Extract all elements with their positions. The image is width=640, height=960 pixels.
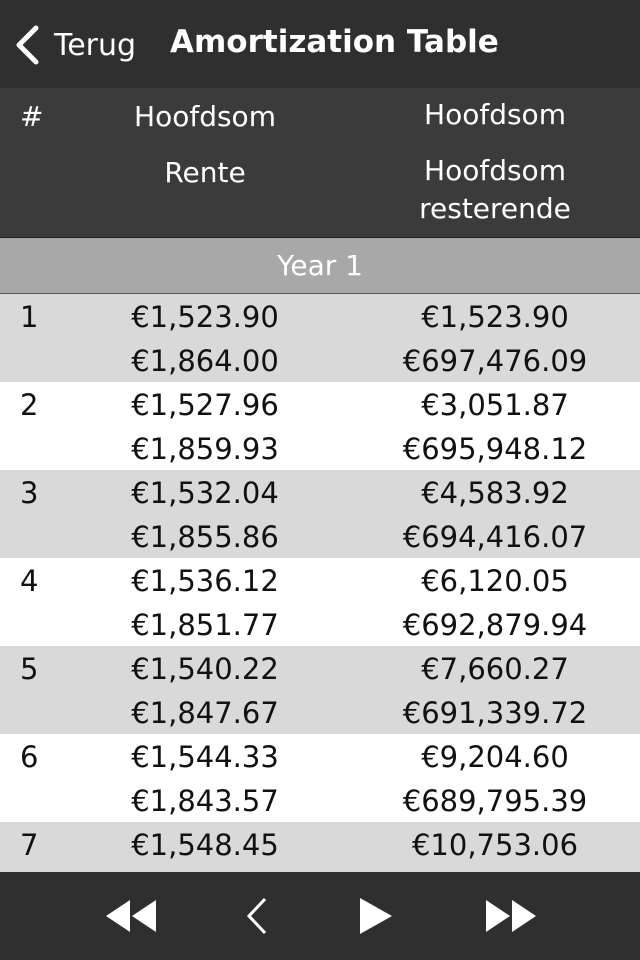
row-principal: €1,544.33 bbox=[131, 740, 279, 774]
row-number: 1 bbox=[20, 300, 39, 334]
row-principal: €1,527.96 bbox=[131, 388, 279, 422]
first-page-icon bbox=[104, 899, 158, 933]
row-cumulative-principal: €1,523.90 bbox=[421, 300, 569, 334]
row-cumulative-principal: €9,204.60 bbox=[421, 740, 569, 774]
header-remaining-principal: Hoofdsom resterende bbox=[419, 154, 571, 225]
next-button[interactable] bbox=[356, 894, 396, 938]
last-page-button[interactable] bbox=[484, 894, 538, 938]
last-page-icon bbox=[484, 899, 538, 933]
previous-icon bbox=[245, 896, 269, 936]
row-remaining-principal: €697,476.09 bbox=[402, 344, 588, 378]
row-interest: €1,864.00 bbox=[131, 344, 279, 378]
row-cumulative-principal: €4,583.92 bbox=[421, 476, 569, 510]
row-principal: €1,536.12 bbox=[131, 564, 279, 598]
row-interest: €1,851.77 bbox=[131, 608, 279, 642]
row-principal: €1,540.22 bbox=[131, 652, 279, 686]
header-number: # bbox=[20, 100, 44, 133]
table-row[interactable] bbox=[0, 558, 640, 646]
row-remaining-principal: €692,879.94 bbox=[402, 608, 588, 642]
pager-toolbar bbox=[0, 872, 640, 960]
table-row[interactable] bbox=[0, 822, 640, 872]
row-number: 4 bbox=[20, 564, 39, 598]
chevron-left-icon bbox=[14, 25, 40, 65]
back-button[interactable] bbox=[14, 22, 136, 68]
previous-button[interactable] bbox=[240, 894, 274, 938]
next-icon bbox=[358, 896, 394, 936]
row-number: 5 bbox=[20, 652, 39, 686]
table-row[interactable] bbox=[0, 646, 640, 734]
row-remaining-principal: €694,416.07 bbox=[402, 520, 588, 554]
row-cumulative-principal: €10,753.06 bbox=[411, 828, 579, 862]
row-remaining-principal: €689,795.39 bbox=[402, 784, 588, 818]
row-principal: €1,523.90 bbox=[131, 300, 279, 334]
row-number: 2 bbox=[20, 388, 39, 422]
table-row[interactable] bbox=[0, 294, 640, 382]
section-header-year: Year 1 bbox=[0, 238, 640, 294]
amortization-list[interactable] bbox=[0, 294, 640, 872]
header-principal: Hoofdsom bbox=[134, 100, 276, 133]
table-row[interactable] bbox=[0, 734, 640, 822]
back-label: Terug bbox=[54, 27, 137, 63]
table-row[interactable] bbox=[0, 382, 640, 470]
page-title: Amortization Table bbox=[170, 24, 499, 60]
row-principal: €1,548.45 bbox=[131, 828, 279, 862]
table-row[interactable] bbox=[0, 470, 640, 558]
row-number: 7 bbox=[20, 828, 39, 862]
header-interest: Rente bbox=[164, 156, 246, 189]
row-interest: €1,859.93 bbox=[131, 432, 279, 466]
row-interest: €1,847.67 bbox=[131, 696, 279, 730]
row-number: 6 bbox=[20, 740, 39, 774]
row-interest: €1,855.86 bbox=[131, 520, 279, 554]
row-number: 3 bbox=[20, 476, 39, 510]
row-remaining-principal: €695,948.12 bbox=[402, 432, 588, 466]
row-cumulative-principal: €7,660.27 bbox=[421, 652, 569, 686]
row-cumulative-principal: €3,051.87 bbox=[421, 388, 569, 422]
row-remaining-principal: €691,339.72 bbox=[402, 696, 588, 730]
row-interest: €1,843.57 bbox=[131, 784, 279, 818]
header-cumulative-principal: Hoofdsom bbox=[424, 98, 566, 131]
navigation-bar bbox=[0, 0, 640, 88]
row-principal: €1,532.04 bbox=[131, 476, 279, 510]
row-cumulative-principal: €6,120.05 bbox=[421, 564, 569, 598]
first-page-button[interactable] bbox=[104, 894, 158, 938]
column-header bbox=[0, 88, 640, 238]
